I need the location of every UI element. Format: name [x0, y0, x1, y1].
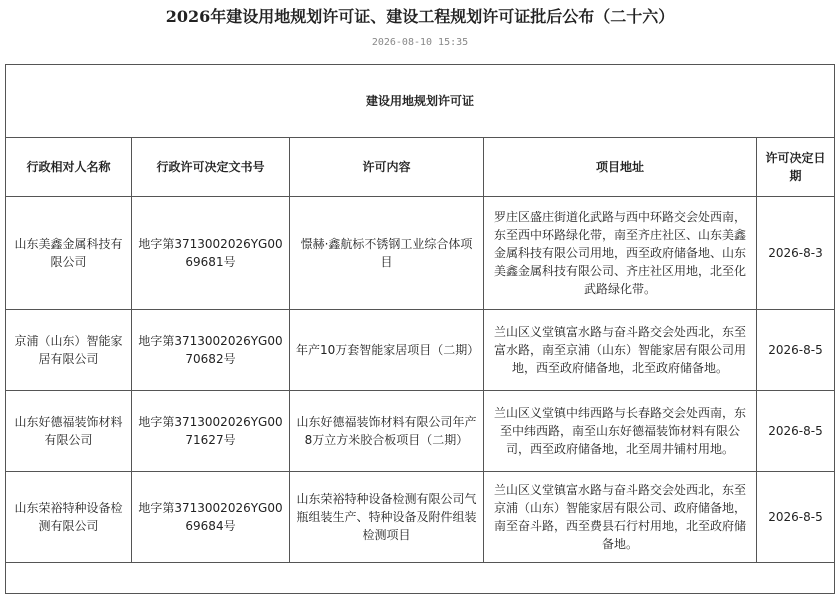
header-content: 许可内容 — [290, 138, 484, 197]
cell-date: 2026-8-3 — [757, 197, 835, 310]
header-address: 项目地址 — [484, 138, 757, 197]
cell-applicant: 山东好德福装饰材料有限公司 — [6, 391, 132, 472]
table-header-row — [6, 138, 835, 197]
table-row — [6, 472, 835, 563]
table-continuation — [6, 563, 835, 594]
publish-date: 2026-08-10 15:35 — [371, 37, 469, 48]
cell-date: 2026-8-5 — [757, 472, 835, 563]
cell-date: 2026-8-5 — [757, 391, 835, 472]
cell-doc-no: 地字第3713002026YG0069681号 — [132, 197, 290, 310]
section-title-row — [6, 65, 835, 138]
header-applicant: 行政相对人名称 — [6, 138, 132, 197]
cell-applicant: 山东美鑫金属科技有限公司 — [6, 197, 132, 310]
cell-doc-no: 地字第3713002026YG0070682号 — [132, 310, 290, 391]
permit-table — [5, 64, 835, 594]
table-row — [6, 197, 835, 310]
cell-applicant: 京浦（山东）智能家居有限公司 — [6, 310, 132, 391]
cell-address: 兰山区义堂镇富水路与奋斗路交会处西北，东至京浦（山东）智能家居有限公司、政府储备地，南至奋斗路，西至费县石行村用地，北至政府储备地。 — [484, 472, 757, 563]
section-title: 建设用地规划许可证 — [6, 65, 835, 138]
page-title: 2026年建设用地规划许可证、建设工程规划许可证批后公布（二十六） — [165, 7, 675, 26]
cell-applicant: 山东荣裕特种设备检测有限公司 — [6, 472, 132, 563]
cell-address: 兰山区义堂镇富水路与奋斗路交会处西北，东至富水路，南至京浦（山东）智能家居有限公司用地，西至政府储备地，北至政府储备地。 — [484, 310, 757, 391]
cell-content: 憬赫·鑫航标不锈钢工业综合体项目 — [290, 197, 484, 310]
cell-address: 罗庄区盛庄街道化武路与西中环路交会处西南，东至西中环路绿化带，南至齐庄社区、山东美鑫金属科技有限公司用地，西至政府储备地、山东美鑫金属科技有限公司、齐庄社区用地，北至化武路绿化带。 — [484, 197, 757, 310]
table-continuation-row — [6, 563, 835, 594]
cell-date: 2026-8-5 — [757, 310, 835, 391]
cell-doc-no: 地字第3713002026YG0069684号 — [132, 472, 290, 563]
table-row — [6, 391, 835, 472]
cell-content: 山东好德福装饰材料有限公司年产8万立方米胶合板项目（二期） — [290, 391, 484, 472]
cell-doc-no: 地字第3713002026YG0071627号 — [132, 391, 290, 472]
cell-content: 山东荣裕特种设备检测有限公司气瓶组装生产、特种设备及附件组装检测项目 — [290, 472, 484, 563]
header-date: 许可决定日期 — [757, 138, 835, 197]
cell-address: 兰山区义堂镇中纬西路与长春路交会处西南，东至中纬西路，南至山东好德福装饰材料有限公司，西至政府储备地，北至周井铺村用地。 — [484, 391, 757, 472]
cell-content: 年产10万套智能家居项目（二期） — [290, 310, 484, 391]
table-row — [6, 310, 835, 391]
header-doc-no: 行政许可决定文书号 — [132, 138, 290, 197]
